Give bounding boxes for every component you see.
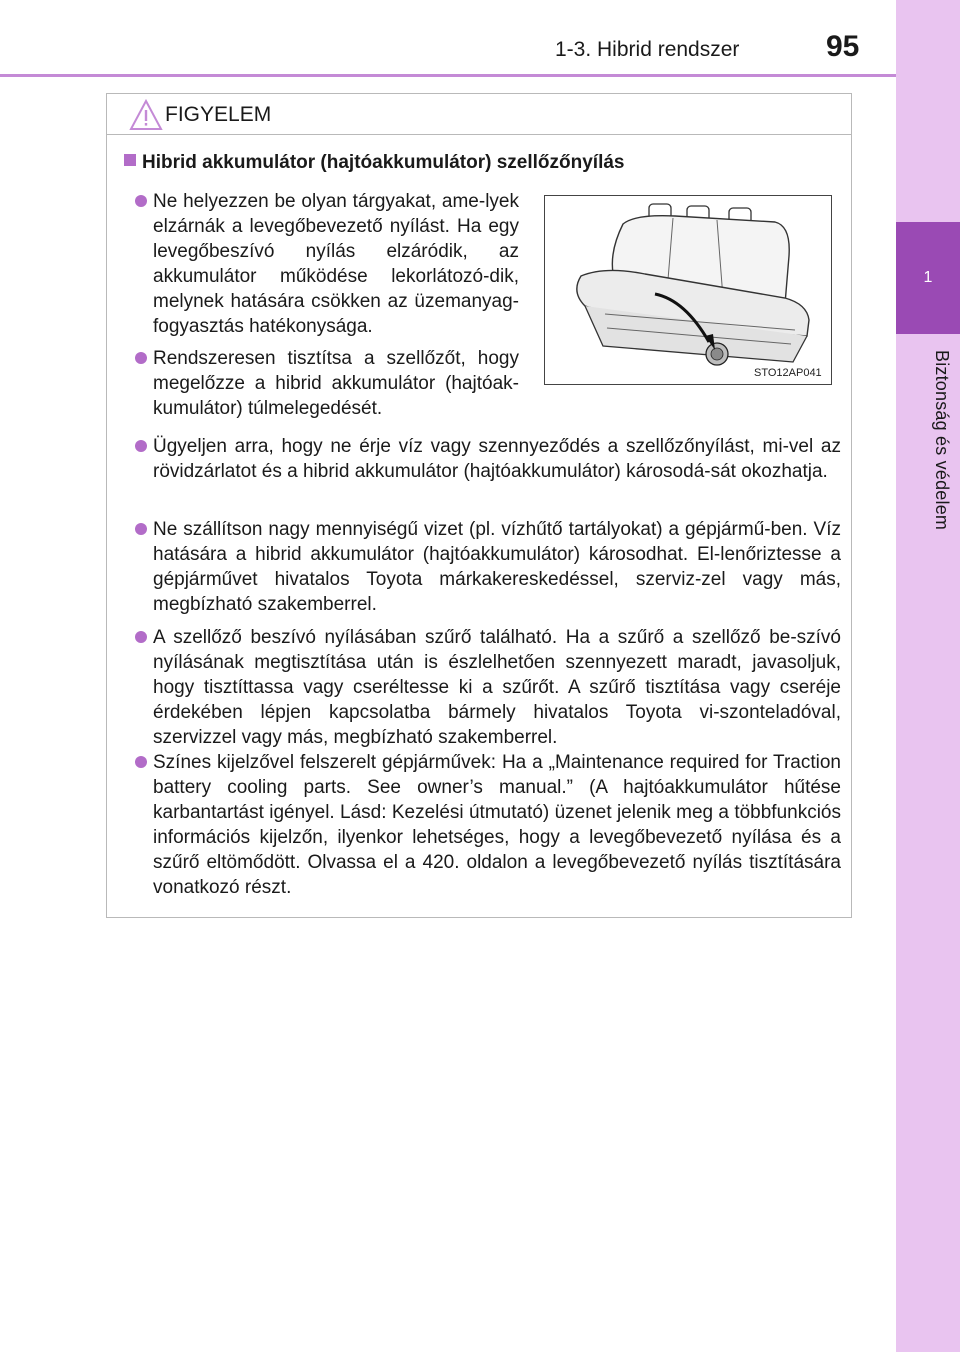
section-title: 1-3. Hibrid rendszer [555,38,740,61]
list-item: Rendszeresen tisztítsa a szellőzőt, hogy megelőzze a hibrid akkumulátor (hajtóak-kumulátor) túlmelegedését. [153,346,519,421]
warning-triangle-icon [129,99,163,131]
rear-seat-diagram [545,196,831,384]
figure-code: STO12AP041 [754,367,822,379]
header-rule [0,74,896,77]
page-number: 95 [826,30,860,63]
list-item: A szellőző beszívó nyílásában szűrő található. Ha a szűrő a szellőző be-szívó nyílásának megtisztítása után is észlelhetően szennyezett maradt, javasoljuk, hogy tisztíttassa vagy cseréltesse ki a szűrőt. A szűrő tisztítása vagy cseréje érdekében lépjen kapcsolatba bármely hivatalos Toyota vi-szonteladóval, szervizzel vagy más, megbízható szakemberrel. [153,625,841,750]
bullet-icon [135,352,147,364]
warning-header [107,94,851,135]
bullet-icon [135,195,147,207]
bullet-icon [135,523,147,535]
bullet-icon [135,756,147,768]
list-item: Ne szállítson nagy mennyiségű vizet (pl. vízhűtő tartályokat) a gépjármű-ben. Víz hatására a hibrid akkumulátor (hajtóakkumulátor) károsodhat. El-lenőriztesse a gépjárművet hivatalos Toyota márkakereskedéssel, szerviz-zel vagy más, megbízható szakemberrel. [153,517,841,617]
warning-title: FIGYELEM [165,103,272,126]
seat-vent-illustration [544,195,832,385]
chapter-sidebar [896,0,960,1352]
bullet-icon [135,631,147,643]
section-heading [124,152,625,174]
section-heading-text: Hibrid akkumulátor (hajtóakkumulátor) szellőzőnyílás [142,152,625,173]
list-item: Ne helyezzen be olyan tárgyakat, ame-lyek elzárnák a levegőbevezető nyílást. Ha egy levegőbeszívó nyílás elzáródik, az akkumulátor működése lekorlátozó-dik, melynek hatására csökken az üzemanyag-fogyasztás hatékonysága. [153,189,519,339]
list-item: Ügyeljen arra, hogy ne érje víz vagy szennyeződés a szellőzőnyílást, mi-vel az rövidzárlatot és a hibrid akkumulátor (hajtóakkumulátor) károsodá-sát okozhatja. [153,434,841,484]
warning-box [106,93,852,918]
chapter-number-tab: 1 [896,222,960,334]
heading-square-icon [124,154,136,166]
list-item: Színes kijelzővel felszerelt gépjárművek: Ha a „Maintenance required for Traction battery cooling parts. See owner’s manual.” (A hajtóakkumulátor hűtése karbantartást igényel. Lásd: Kezelési útmutató) üzenet jelenik meg a többfunkciós információs kijelzőn, ilyenkor lehetséges, hogy a levegőbevezető nyílása és a szűrő eltömődött. Olvassa el a 420. oldalon a levegőbevezető nyílás tisztítására vonatkozó részt. [153,750,841,900]
bullet-icon [135,440,147,452]
chapter-title: Biztonság és védelem [932,350,952,531]
